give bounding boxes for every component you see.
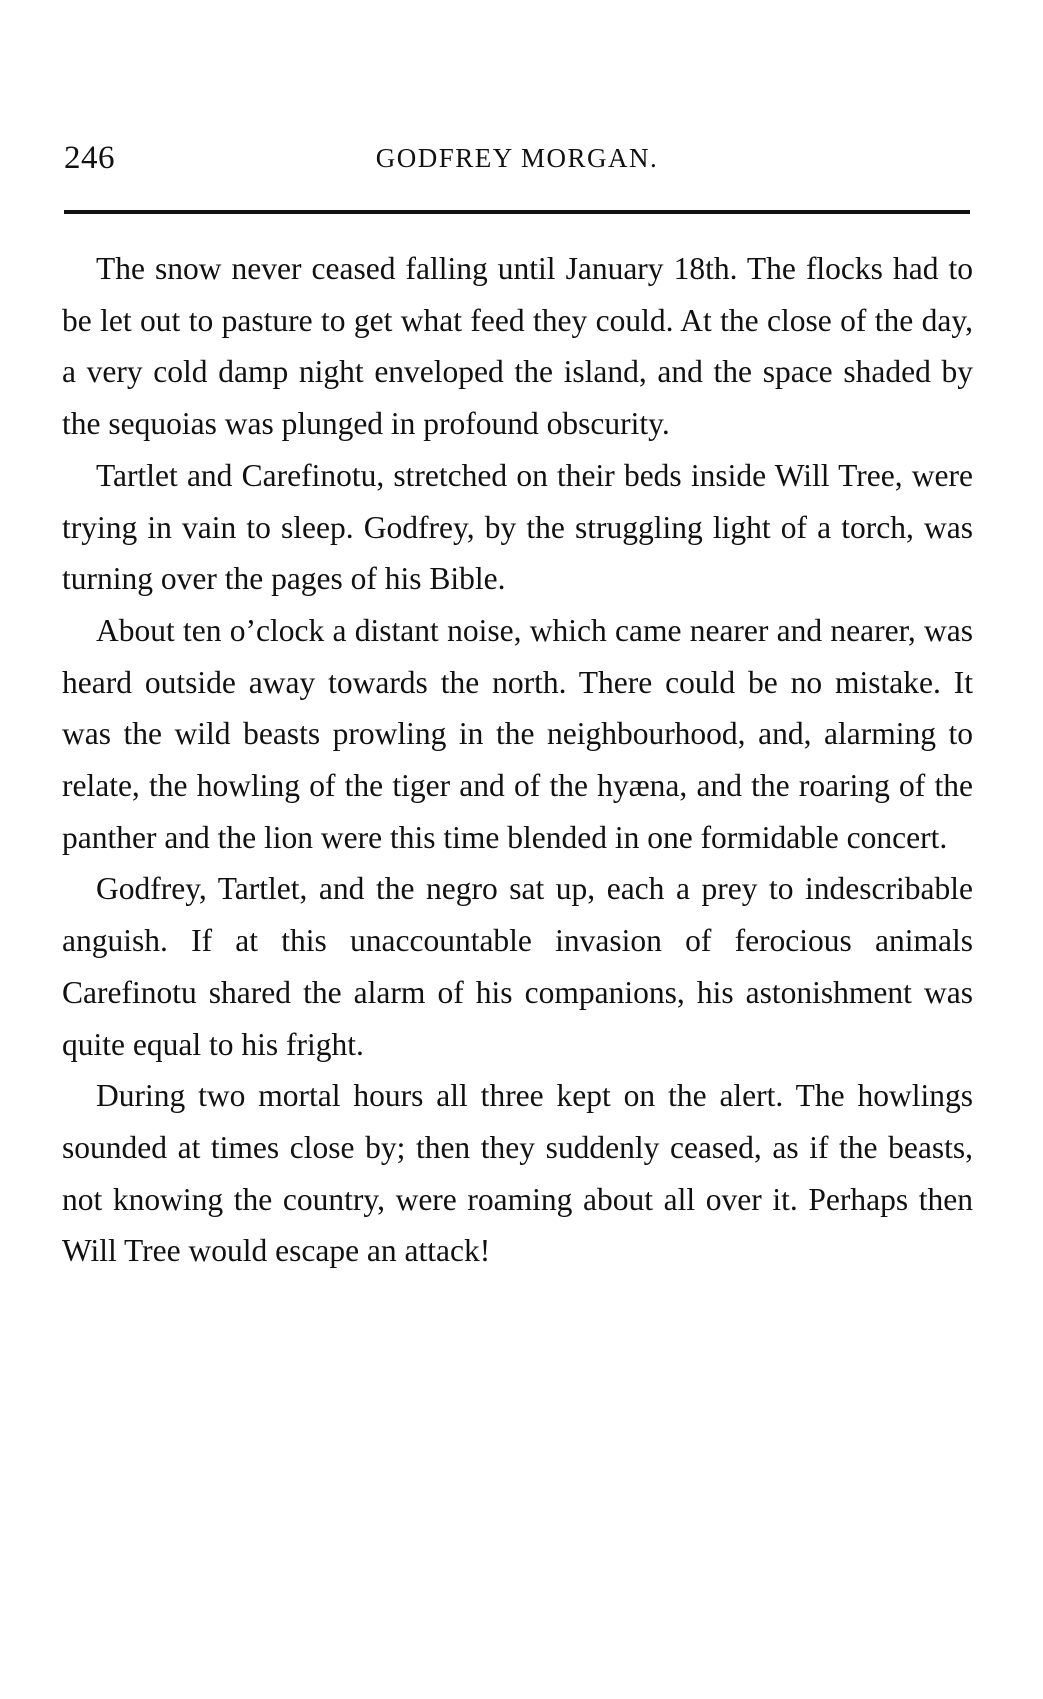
paragraph-2: Tartlet and Carefinotu, stretched on their beds inside Will Tree, were trying in vain to sleep. Godfrey, by the struggling light of a torch, was turning over the pages of his Bible.: [62, 457, 973, 597]
paragraph-3: About ten o’clock a distant noise, which came nearer and nearer, was heard outside away towards the north. There could be no mistake. It was the wild beasts prowling in the neighbourhood, and, alarming to relate, the howling of the tiger and of the hyæna, and the roaring of the panther and the lion were this time blended in one formidable concert.: [62, 612, 973, 855]
header-rule: [64, 210, 970, 214]
running-head: [64, 138, 970, 178]
paragraph-4: Godfrey, Tartlet, and the negro sat up, each a prey to indescribable anguish. If at this unaccountable invasion of ferocious animals Carefinotu shared the alarm of his companions, his astonishment was quite equal to his fright.: [62, 871, 973, 1062]
paragraph-5: During two mortal hours all three kept on the alert. The howlings sounded at times close by; then they suddenly ceased, as if the beasts, not knowing the country, were roaming about all over it. Perhaps then Will Tree would escape an attack!: [62, 1078, 973, 1269]
paragraph-1: The snow never ceased falling until January 18th. The flocks had to be let out to pasture to get what feed they could. At the close of the day, a very cold damp night enveloped the island, and the space shaded by the sequoias was plunged in profound obscurity.: [62, 251, 973, 442]
running-title: GODFREY MORGAN.: [375, 143, 659, 173]
body-text: [62, 243, 973, 1277]
page-number: 246: [64, 140, 115, 176]
